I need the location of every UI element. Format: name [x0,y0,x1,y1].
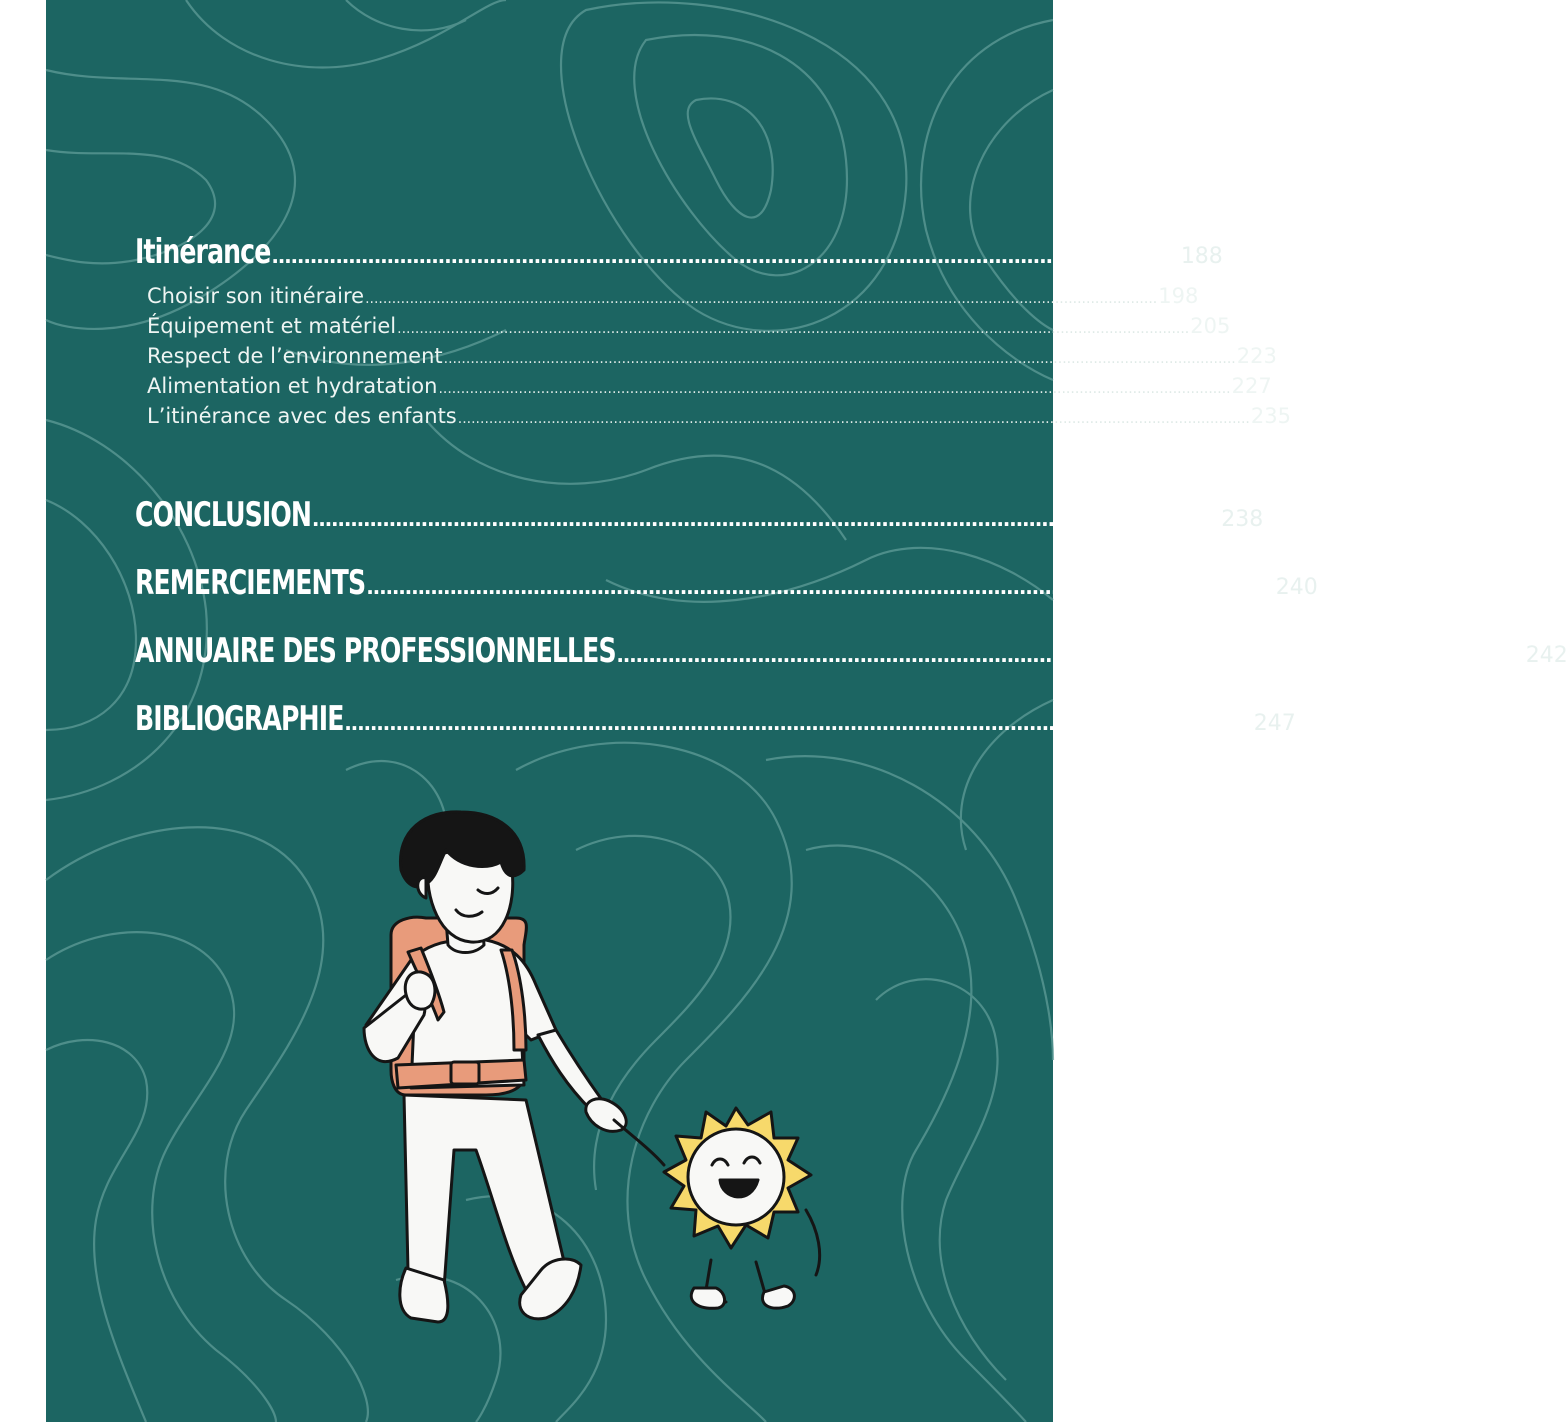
hiker-hand-left [405,972,435,1009]
dot-leader: .................................................................................................................................................................................. [397,321,1190,337]
toc-subentry-label: Équipement et matériel [147,314,397,338]
toc-subentry-page: 227 [1231,374,1272,398]
toc-entry-page: 188 [1180,244,1223,269]
dot-leader: .................................................................................................................................................................................. [443,351,1236,367]
toc-entry-label: REMERCIEMENTS [135,563,366,603]
dot-leader: .............................................................................................................................................. [616,643,1525,667]
hiker-arm-right [538,1030,602,1110]
dot-leader: .................................................................................................................................................................................. [438,381,1231,397]
dot-leader: .................................................................................................................................................................................. [365,291,1158,307]
toc-subentry-page: 235 [1250,404,1291,428]
toc-subentry-label: Alimentation et hydratation [147,374,438,398]
toc-entry-label: Itinérance [135,232,271,272]
toc-subentry-label: Respect de l’environnement [147,344,443,368]
sun-arm-right [806,1210,820,1275]
dot-leader: .............................................................................................................................................. [344,711,1253,735]
toc-entry-page: 240 [1275,575,1318,600]
book-page [46,0,1568,1422]
toc-subentry-label: L’itinérance avec des enfants [147,404,457,428]
dot-leader: .................................................................................................................................................................................. [457,411,1250,427]
backpack-buckle [451,1062,479,1084]
toc-subentry-page: 205 [1190,314,1231,338]
sun-face [688,1129,784,1225]
sun-shoe-left [691,1288,724,1308]
hiker-and-sun-illustration [46,0,1053,1422]
toc-entry-page: 238 [1221,507,1264,532]
toc-subentry-page: 198 [1158,284,1199,308]
toc-entry-page: 242 [1525,643,1568,668]
toc-entry-label: BIBLIOGRAPHIE [135,699,344,739]
sun-arm [614,1120,664,1165]
toc-subentry-page: 223 [1236,344,1277,368]
toc-entry-page: 247 [1253,711,1296,736]
toc-entry-label: CONCLUSION [135,495,311,535]
dot-leader: .............................................................................................................................................. [271,244,1180,268]
hiker-ear [418,878,426,898]
toc-entry-label: ANNUAIRE DES PROFESSIONNELLES [135,631,616,671]
dot-leader: .............................................................................................................................................. [311,507,1221,531]
dot-leader: .............................................................................................................................................. [366,575,1275,599]
toc-subentry-label: Choisir son itinéraire [147,284,365,308]
sun-shoe-right [763,1286,795,1308]
